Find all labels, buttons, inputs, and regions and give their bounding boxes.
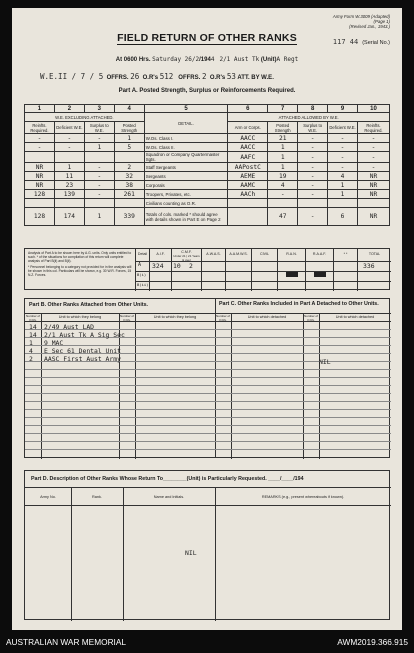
value-cell: - <box>84 172 114 181</box>
part-c-title: Part C. Other Ranks Included in Part A Detached to Other Units. <box>219 301 379 307</box>
part-c-nil: NIL <box>319 358 331 366</box>
ruled-line <box>25 345 391 346</box>
value-cell: 2 <box>114 163 144 172</box>
col-number: 6 <box>228 105 268 113</box>
value-cell: NR <box>358 181 390 190</box>
detail-cell: Totals of cols. marked * should agree with details shown in Part E on Page 2 <box>144 208 228 226</box>
value-cell <box>84 152 114 163</box>
value-cell <box>84 199 114 208</box>
col-number: 5 <box>144 105 228 113</box>
sub-header: Surplus to W.E. <box>298 122 328 134</box>
column-numbers-row <box>25 105 390 113</box>
part-d-col-line <box>215 487 216 621</box>
date-value: Saturday 26/2 <box>152 56 200 63</box>
part-c-col-line <box>231 313 232 459</box>
sub-header: Deficient W.E. <box>54 122 84 134</box>
part-b-entry-unit: 2/49 Aust LAD <box>44 323 95 331</box>
arm-corps-cell: AACC <box>228 143 268 152</box>
part-b-col-line <box>41 313 42 459</box>
value-cell: - <box>298 190 328 199</box>
form-title <box>12 32 402 44</box>
ruled-line <box>25 409 391 410</box>
value-cell: NR <box>25 181 55 190</box>
part-b-entry-unit: AASC First Aust Army <box>44 355 121 363</box>
we-reference: W.E.II / 7 / 5 <box>40 72 104 81</box>
analysis-note-text: Analysis of Part A to be shown here by A.G. units. Only units entitled to such. * of the situations for compilation of this return will complete analysis of Part B(ii) and B(ii). <box>28 251 132 264</box>
strength-row <box>25 134 390 143</box>
arm-corps-cell: AAPostC <box>228 163 268 172</box>
sub-header: Deficient W.E. <box>328 122 358 134</box>
header-line-we <box>40 72 274 81</box>
aif-value: 324 <box>152 262 164 270</box>
unit-handwritten: 2/1 Aust Tk <box>219 56 260 63</box>
arm-corps-cell: AEME <box>228 172 268 181</box>
serial-handwritten: 117 44 <box>332 38 359 46</box>
part-b-header-line <box>25 313 391 314</box>
value-cell: - <box>358 163 390 172</box>
value-cell: 261 <box>114 190 144 199</box>
col-number: 2 <box>54 105 84 113</box>
value-cell: - <box>328 143 358 152</box>
ran-label: R.A.N. <box>286 252 297 256</box>
value-cell: 6 <box>328 208 358 226</box>
part-c-col-number: Number of O.Rs. <box>215 314 230 322</box>
form-title-text: FIELD RETURN OF OTHER RANKS <box>117 32 297 44</box>
part-d-title-a: Part D. Description of Other Ranks Whose Return To <box>31 476 164 482</box>
detail-cell: Troopers, Privates, etc. <box>144 190 228 199</box>
sub-header: Posted Strength <box>268 122 298 134</box>
row-a-label: A <box>138 262 142 268</box>
ruled-line <box>25 377 391 378</box>
att-label: ATT. BY W.E. <box>237 75 274 81</box>
time-value: 0600 <box>123 57 138 63</box>
value-cell: 1 <box>268 163 298 172</box>
ruled-line <box>25 449 391 450</box>
value-cell: 339 <box>114 208 144 226</box>
value-cell: 1 <box>84 208 114 226</box>
analysis-stars-col <box>333 249 357 291</box>
analysis-civil-col <box>251 249 277 291</box>
strength-rows <box>25 134 390 226</box>
part-b-entry-unit: E Sec 61 Dental Unit <box>44 347 121 355</box>
sub-header: Arm or Corps. <box>228 122 268 134</box>
form-page-text: (Page 1) <box>373 19 390 24</box>
value-cell: NR <box>358 172 390 181</box>
part-d-title-b: (Unit) is Particularly Requested. <box>186 476 267 482</box>
ors-label: O.R's <box>142 75 159 81</box>
value-cell: 1 <box>114 134 144 143</box>
total-value: 336 <box>363 262 375 270</box>
analysis-divider <box>135 281 391 282</box>
value-cell: NR <box>25 172 55 181</box>
col-number: 4 <box>114 105 144 113</box>
cmf-21over: 21 Years & over <box>182 254 200 262</box>
value-cell: - <box>84 163 114 172</box>
value-cell: NR <box>358 208 390 226</box>
arm-corps-cell: AACh <box>228 190 268 199</box>
detail-cell: Staff Sergeants <box>144 163 228 172</box>
part-b-col-unit: Unit to which they belong <box>58 315 102 319</box>
part-d-nil: NIL <box>185 549 197 557</box>
detail-cell: Corporals <box>144 181 228 190</box>
value-cell: 5 <box>114 143 144 152</box>
offrs2-label: OFFRS. <box>178 75 201 81</box>
sub-header: Reinfts. Required. <box>25 122 55 134</box>
value-cell: - <box>328 134 358 143</box>
value-cell: 11 <box>54 172 84 181</box>
value-cell: - <box>358 143 390 152</box>
at-label: At <box>115 57 123 63</box>
part-d-col-remarks: REMARKS (e.g., present whereabouts if known). <box>261 495 345 499</box>
value-cell <box>114 152 144 163</box>
part-b-entry-number: 14 <box>29 331 37 339</box>
analysis-note <box>28 251 132 278</box>
value-cell: - <box>298 152 328 163</box>
value-cell: - <box>298 163 328 172</box>
ors2-value: 53 <box>226 72 236 81</box>
value-cell <box>25 152 55 163</box>
part-d-title: Part D. Description of Other Ranks Whose Return To________(Unit) is Particularly Requested. ____/____/194 <box>31 476 304 482</box>
part-b-col-number: Number of O.Rs. <box>25 314 40 322</box>
value-cell: 21 <box>268 134 298 143</box>
analysis-aif-col <box>149 249 171 291</box>
detail-col-label: Detail <box>137 252 148 256</box>
part-c-col-unit: Unit to which detached <box>247 315 287 319</box>
offrs-value: 26 <box>130 72 140 81</box>
part-c-col-line <box>303 313 304 459</box>
value-cell <box>114 199 144 208</box>
detail-header: DETAIL. <box>144 113 228 134</box>
form-identifier <box>333 14 390 29</box>
arm-corps-cell: AAFC <box>228 152 268 163</box>
part-c-col-number2: Number of O.Rs. <box>303 314 318 322</box>
analysis-cmf-col: C.M.F. Under 21 | 21 Years & over <box>171 249 201 291</box>
col-number: 8 <box>298 105 328 113</box>
part-d-col-line <box>123 487 124 621</box>
part-d-box <box>24 470 390 620</box>
col-number: 7 <box>268 105 298 113</box>
part-b-entry-unit: 9 MAC <box>44 339 64 347</box>
arm-corps-cell: AACC <box>228 134 268 143</box>
analysis-note-text-2: * Personnel belonging to a category not provided for in the analysis will be shown in this col. Particulars will be shown, e.g. 30 W.R. Forces, 15 N.Z. Forces. <box>28 265 132 278</box>
value-cell: NR <box>358 190 390 199</box>
value-cell: - <box>268 190 298 199</box>
value-cell: NR <box>25 163 55 172</box>
strength-row <box>25 181 390 190</box>
unit-suffix: A Regt <box>276 56 299 63</box>
value-cell <box>328 199 358 208</box>
ruled-line <box>25 417 391 418</box>
we-excluding-header: W.E. EXCLUDING ATTACHED. <box>25 113 145 122</box>
form-id-text: Army Form W.3009 (Adapted) <box>332 14 390 19</box>
part-d-col-army-no: Army No. <box>40 495 56 499</box>
ruled-line <box>25 393 391 394</box>
analysis-total-col <box>357 249 391 291</box>
value-cell: 1 <box>84 143 114 152</box>
value-cell: 47 <box>268 208 298 226</box>
detail-cell: W.Os. Class II. <box>144 143 228 152</box>
group-header-row <box>25 113 390 122</box>
ruled-line <box>25 401 391 402</box>
value-cell: 128 <box>25 190 55 199</box>
strength-row <box>25 208 390 226</box>
ruled-line <box>25 433 391 434</box>
col-number: 1 <box>25 105 55 113</box>
part-d-subheader-line <box>25 505 391 506</box>
stars-label: * * <box>343 252 348 256</box>
form-sheet <box>12 8 402 630</box>
aif-label: A.I.F. <box>156 252 165 256</box>
strength-row <box>25 143 390 152</box>
raaf-label: R.A.A.F. <box>312 252 327 256</box>
strength-row <box>25 152 390 163</box>
strength-row <box>25 199 390 208</box>
value-cell: - <box>84 190 114 199</box>
value-cell: - <box>84 181 114 190</box>
ruled-line <box>25 425 391 426</box>
part-b-title: Part B. Other Ranks Attached from Other Units. <box>29 302 149 308</box>
arm-corps-cell <box>228 208 268 226</box>
ruled-line <box>25 441 391 442</box>
col-number: 10 <box>358 105 390 113</box>
value-cell: - <box>298 208 328 226</box>
row-b-label: B(i) <box>137 272 147 277</box>
analysis-grid <box>135 249 391 291</box>
cmf-over21-value: 2 <box>189 262 193 270</box>
part-c-col-line <box>319 313 320 459</box>
ruled-line <box>25 369 391 370</box>
value-cell: 139 <box>54 190 84 199</box>
value-cell: 4 <box>328 172 358 181</box>
strength-row <box>25 163 390 172</box>
ors-value: 512 <box>159 72 174 81</box>
value-cell <box>298 199 328 208</box>
part-b-entry-number: 1 <box>29 339 33 347</box>
strength-row <box>25 190 390 199</box>
offrs-label: OFFRS. <box>106 75 129 81</box>
value-cell: 1 <box>328 190 358 199</box>
value-cell <box>358 199 390 208</box>
part-b-c-box <box>24 298 390 458</box>
value-cell: 1 <box>268 152 298 163</box>
part-b-entry-unit: 2/1 Aust Tk A Sig Sec <box>44 331 125 339</box>
value-cell <box>268 199 298 208</box>
header-line-time-unit <box>12 56 402 63</box>
ruled-line <box>25 385 391 386</box>
analysis-aamws-col <box>225 249 251 291</box>
value-cell: 23 <box>54 181 84 190</box>
value-cell: - <box>298 134 328 143</box>
year-label: /194 <box>199 57 211 63</box>
value-cell <box>54 199 84 208</box>
part-a-heading: Part A. Posted Strength, Surplus or Reinforcements Required. <box>118 88 296 94</box>
row-b2-label: B(ii) <box>137 282 149 287</box>
value-cell: 174 <box>54 208 84 226</box>
value-cell: 128 <box>25 208 55 226</box>
analysis-box <box>24 248 390 290</box>
part-d-col-line <box>71 487 72 621</box>
value-cell: - <box>25 134 55 143</box>
civil-label: CIVIL <box>260 252 269 256</box>
cmf-label: C.M.F. <box>181 250 192 254</box>
value-cell: 32 <box>114 172 144 181</box>
analysis-aws-col <box>201 249 225 291</box>
value-cell <box>25 199 55 208</box>
offrs2-value: 2 <box>201 72 207 81</box>
value-cell: - <box>54 134 84 143</box>
col-number: 9 <box>328 105 358 113</box>
part-b-col-line <box>135 313 136 459</box>
analysis-divider <box>135 271 391 272</box>
value-cell <box>54 152 84 163</box>
hrs-label: Hrs. <box>138 57 151 63</box>
value-cell: - <box>328 163 358 172</box>
analysis-ran-col <box>277 249 305 291</box>
cmf-under21-value: 10 <box>173 262 181 270</box>
value-cell: - <box>328 152 358 163</box>
year-handwritten: 4 <box>210 56 215 63</box>
detail-cell: Squadron or Company Quartermaster Sgts. <box>144 152 228 163</box>
detail-cell: Sergeants <box>144 172 228 181</box>
value-cell: 1 <box>328 181 358 190</box>
value-cell: - <box>298 143 328 152</box>
value-cell: - <box>54 143 84 152</box>
part-c-col-unit2: Unit to which detached <box>335 315 375 319</box>
part-b-entry-number: 4 <box>29 347 33 355</box>
sub-header: Posted Strength <box>114 122 144 134</box>
awm-caption-right: AWM2019.366.915 <box>337 637 408 647</box>
part-d-col-rank: Rank. <box>92 495 102 499</box>
part-b-col-unit2: Unit to which they belong <box>153 315 197 319</box>
part-d-col-name: Name and Initials. <box>153 495 185 499</box>
sub-header: Reinfts. Required. <box>358 122 390 134</box>
value-cell: - <box>358 152 390 163</box>
value-cell: 4 <box>268 181 298 190</box>
value-cell: 1 <box>268 143 298 152</box>
unit-label: (Unit) <box>260 57 277 63</box>
arm-corps-cell: AAMC <box>228 181 268 190</box>
form-revised-text: (Revised Jan., 1943.) <box>349 24 390 29</box>
cmf-under21: Under 21 <box>173 254 186 258</box>
value-cell: - <box>84 134 114 143</box>
col-number: 3 <box>84 105 114 113</box>
value-cell: - <box>358 134 390 143</box>
part-d-date-tail: /194 <box>293 476 304 482</box>
part-d-header-line <box>25 487 391 488</box>
ors2-label: O.R's <box>209 75 226 81</box>
part-b-entry-number: 2 <box>29 355 33 363</box>
attached-header: ATTACHED ALLOWED BY W.E. <box>228 113 390 122</box>
value-cell: 1 <box>54 163 84 172</box>
strength-table <box>24 104 390 226</box>
aamws-label: A.A.M.W.S. <box>229 252 248 256</box>
serial-label: (Serial No.) <box>362 40 390 46</box>
value-cell: 19 <box>268 172 298 181</box>
sub-header: Surplus to W.E. <box>84 122 114 134</box>
awm-caption-left: AUSTRALIAN WAR MEMORIAL <box>6 637 127 647</box>
value-cell: 38 <box>114 181 144 190</box>
value-cell: - <box>298 181 328 190</box>
analysis-raaf-col <box>305 249 333 291</box>
part-b-col-number2: Number of O.Rs. <box>119 314 134 322</box>
part-b-entry-number: 14 <box>29 323 37 331</box>
total-label: TOTAL <box>368 252 381 256</box>
value-cell: - <box>298 172 328 181</box>
arm-corps-cell <box>228 199 268 208</box>
strength-row <box>25 172 390 181</box>
detail-cell: W.Os. Class I. <box>144 134 228 143</box>
aws-label: A.W.A.S. <box>206 252 221 256</box>
value-cell: - <box>25 143 55 152</box>
detail-cell: Civilians counting as O.R. <box>144 199 228 208</box>
part-b-subheader-line <box>25 321 391 322</box>
